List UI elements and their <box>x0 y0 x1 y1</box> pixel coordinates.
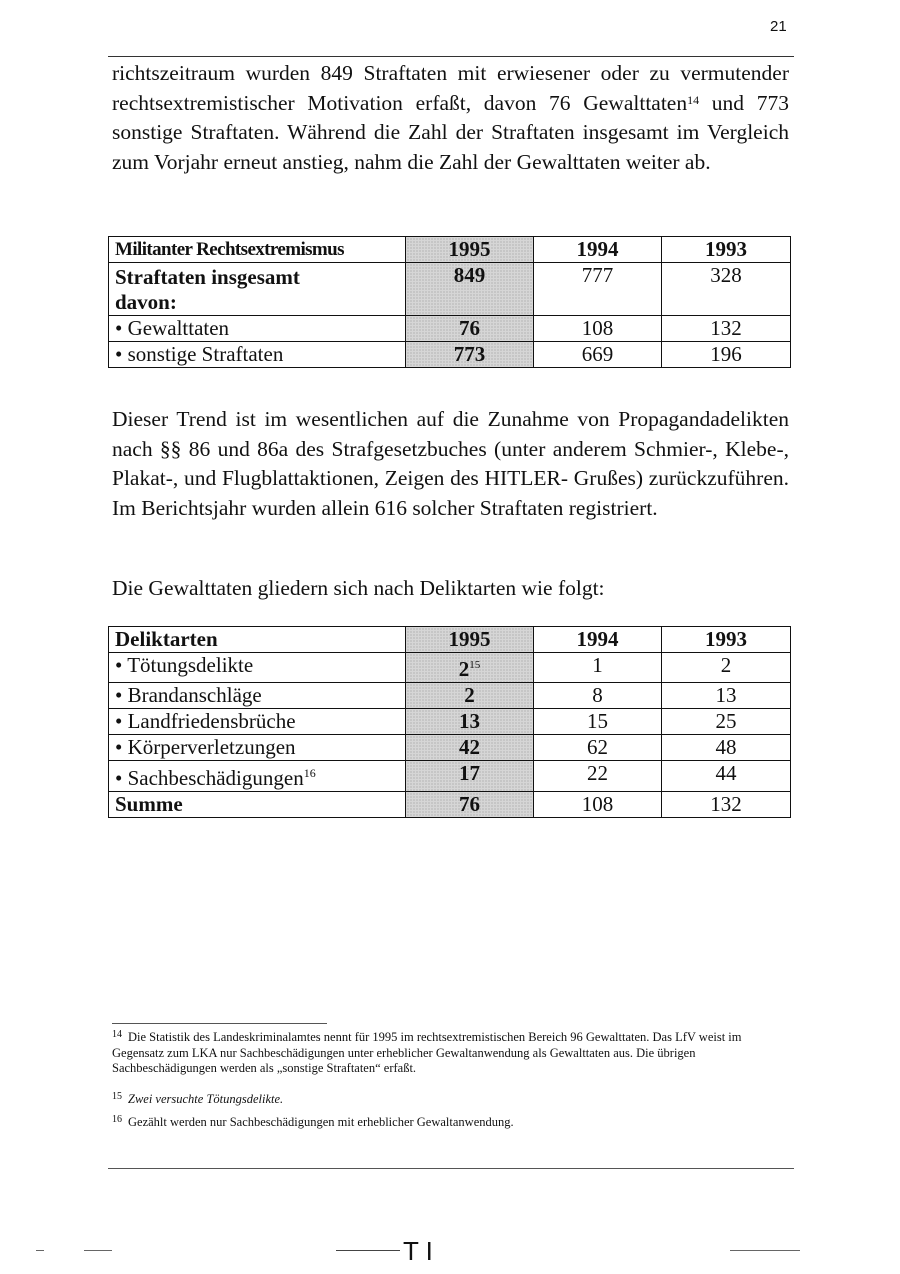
deliktarten-table <box>108 626 791 818</box>
value-1994: 8 <box>534 683 662 709</box>
table-header-1995: 1995 <box>406 627 534 653</box>
table-header-row <box>109 237 791 263</box>
footer-mark: T I <box>403 1236 433 1266</box>
value-1995: 13 <box>406 709 534 735</box>
table-header-label: Deliktarten <box>109 627 406 653</box>
row-label-sub: davon: <box>115 290 177 314</box>
row-label-main: Straftaten insgesamt <box>115 265 300 289</box>
row-label: • Landfriedensbrüche <box>109 709 406 735</box>
table-header-1993: 1993 <box>662 627 791 653</box>
row-label: • Brandanschläge <box>109 683 406 709</box>
value-1995: 17 <box>406 761 534 792</box>
row-label: • Gewalttaten <box>109 316 406 342</box>
footnote-text: Gezählt werden nur Sachbeschädigungen mit erheblicher Gewaltanwendung. <box>128 1115 514 1129</box>
footnote-16 <box>112 1115 792 1131</box>
table-row <box>109 342 791 368</box>
row-label: • Tötungsdelikte <box>109 653 406 683</box>
footnote-number: 16 <box>112 1114 122 1125</box>
table-row <box>109 761 791 792</box>
value-1993: 48 <box>662 735 791 761</box>
footnote-text: Zwei versuchte Tötungsdelikte. <box>128 1092 284 1106</box>
table-row <box>109 683 791 709</box>
footnote-separator <box>112 1023 327 1024</box>
value-1994: 108 <box>534 316 662 342</box>
value-1994: 62 <box>534 735 662 761</box>
table-row <box>109 709 791 735</box>
value-1994: 669 <box>534 342 662 368</box>
footer-dash-left <box>36 1250 44 1251</box>
footer-dash-center <box>336 1250 400 1251</box>
footnote-number: 14 <box>112 1029 122 1040</box>
row-label <box>109 263 406 316</box>
value-1995: 773 <box>406 342 534 368</box>
value-1993: 196 <box>662 342 791 368</box>
footnote-text: Die Statistik des Landeskriminalamtes nennt für 1995 im rechtsextremistischen Bereich 96 Gewalttaten. Das LfV weist im Gegensatz zum LKA nur Sachbeschädigungen unter erheblicher Gewaltanwendung als Gewalttaten aus. Die übrigen Sachbeschädigungen werden als „sonstige Straftaten“ erfaßt. <box>112 1030 742 1075</box>
value-1994: 777 <box>534 263 662 316</box>
value-1994: 22 <box>534 761 662 792</box>
intro-text-after: und 773 sonstige Straftaten. Während die Zahl der Straftaten insgesamt im Vergleich zum Vorjahr erneut anstieg, nahm die Zahl der Gewalttaten weiter ab. <box>112 90 789 174</box>
row-label <box>109 761 406 792</box>
trend-paragraph <box>112 405 789 523</box>
table-row <box>109 735 791 761</box>
value-1995-number: 2 <box>458 657 470 681</box>
footnote-15 <box>112 1092 792 1108</box>
table-header-1994: 1994 <box>534 627 662 653</box>
deliktarten-intro-text: Die Gewalttaten gliedern sich nach Deliktarten wie folgt: <box>112 576 605 600</box>
value-1993: 25 <box>662 709 791 735</box>
page-number: 21 <box>770 18 787 35</box>
value-1994: 1 <box>534 653 662 683</box>
value-1995: 42 <box>406 735 534 761</box>
value-1993: 13 <box>662 683 791 709</box>
value-1993: 2 <box>662 653 791 683</box>
value-1993: 44 <box>662 761 791 792</box>
header-rule <box>108 56 794 57</box>
table-header-1993: 1993 <box>662 237 791 263</box>
row-label: • Körperverletzungen <box>109 735 406 761</box>
value-1995: 849 <box>406 263 534 316</box>
total-label: Summe <box>109 792 406 818</box>
footnote-14 <box>112 1030 792 1077</box>
intro-paragraph <box>112 59 789 177</box>
table-header-1995: 1995 <box>406 237 534 263</box>
table-row <box>109 653 791 683</box>
footnote-ref-15: 15 <box>469 659 481 671</box>
value-1993: 328 <box>662 263 791 316</box>
deliktarten-intro <box>112 574 789 604</box>
footer-dash-right <box>730 1250 800 1251</box>
value-1995: 76 <box>406 316 534 342</box>
footnote-number: 15 <box>112 1091 122 1102</box>
row-label-text: • Sachbeschädigungen <box>115 766 304 790</box>
table-header-1994: 1994 <box>534 237 662 263</box>
intro-text: richtszeitraum wurden 849 Straftaten mit erwiesener oder zu vermutender rechtsextremistischer Motivation erfaßt, davon 76 Gewalttaten <box>112 61 789 115</box>
table-row <box>109 316 791 342</box>
footer-rule <box>108 1168 794 1169</box>
total-1993: 132 <box>662 792 791 818</box>
value-1995 <box>406 653 534 683</box>
footnote-ref-14: 14 <box>687 92 700 107</box>
table-header-label: Militanter Rechtsextremismus <box>109 237 406 263</box>
total-1995: 76 <box>406 792 534 818</box>
table-row <box>109 263 791 316</box>
footer-dash-left-2 <box>84 1250 112 1251</box>
trend-text: Dieser Trend ist im wesentlichen auf die Zunahme von Propagandadelikten nach §§ 86 und 86a des Strafgesetzbuches (unter anderem Schmier-, Klebe-, Plakat-, und Flugblattaktionen, Zeigen des HITLER- Grußes) zurückzuführen. Im Berichtsjahr wurden allein 616 solcher Straftaten registriert. <box>112 407 789 520</box>
value-1994: 15 <box>534 709 662 735</box>
table-total-row <box>109 792 791 818</box>
table-header-row <box>109 627 791 653</box>
total-1994: 108 <box>534 792 662 818</box>
value-1993: 132 <box>662 316 791 342</box>
footnote-ref-16: 16 <box>303 766 316 780</box>
militanter-rechtsextremismus-table <box>108 236 791 368</box>
value-1995: 2 <box>406 683 534 709</box>
row-label: • sonstige Straftaten <box>109 342 406 368</box>
